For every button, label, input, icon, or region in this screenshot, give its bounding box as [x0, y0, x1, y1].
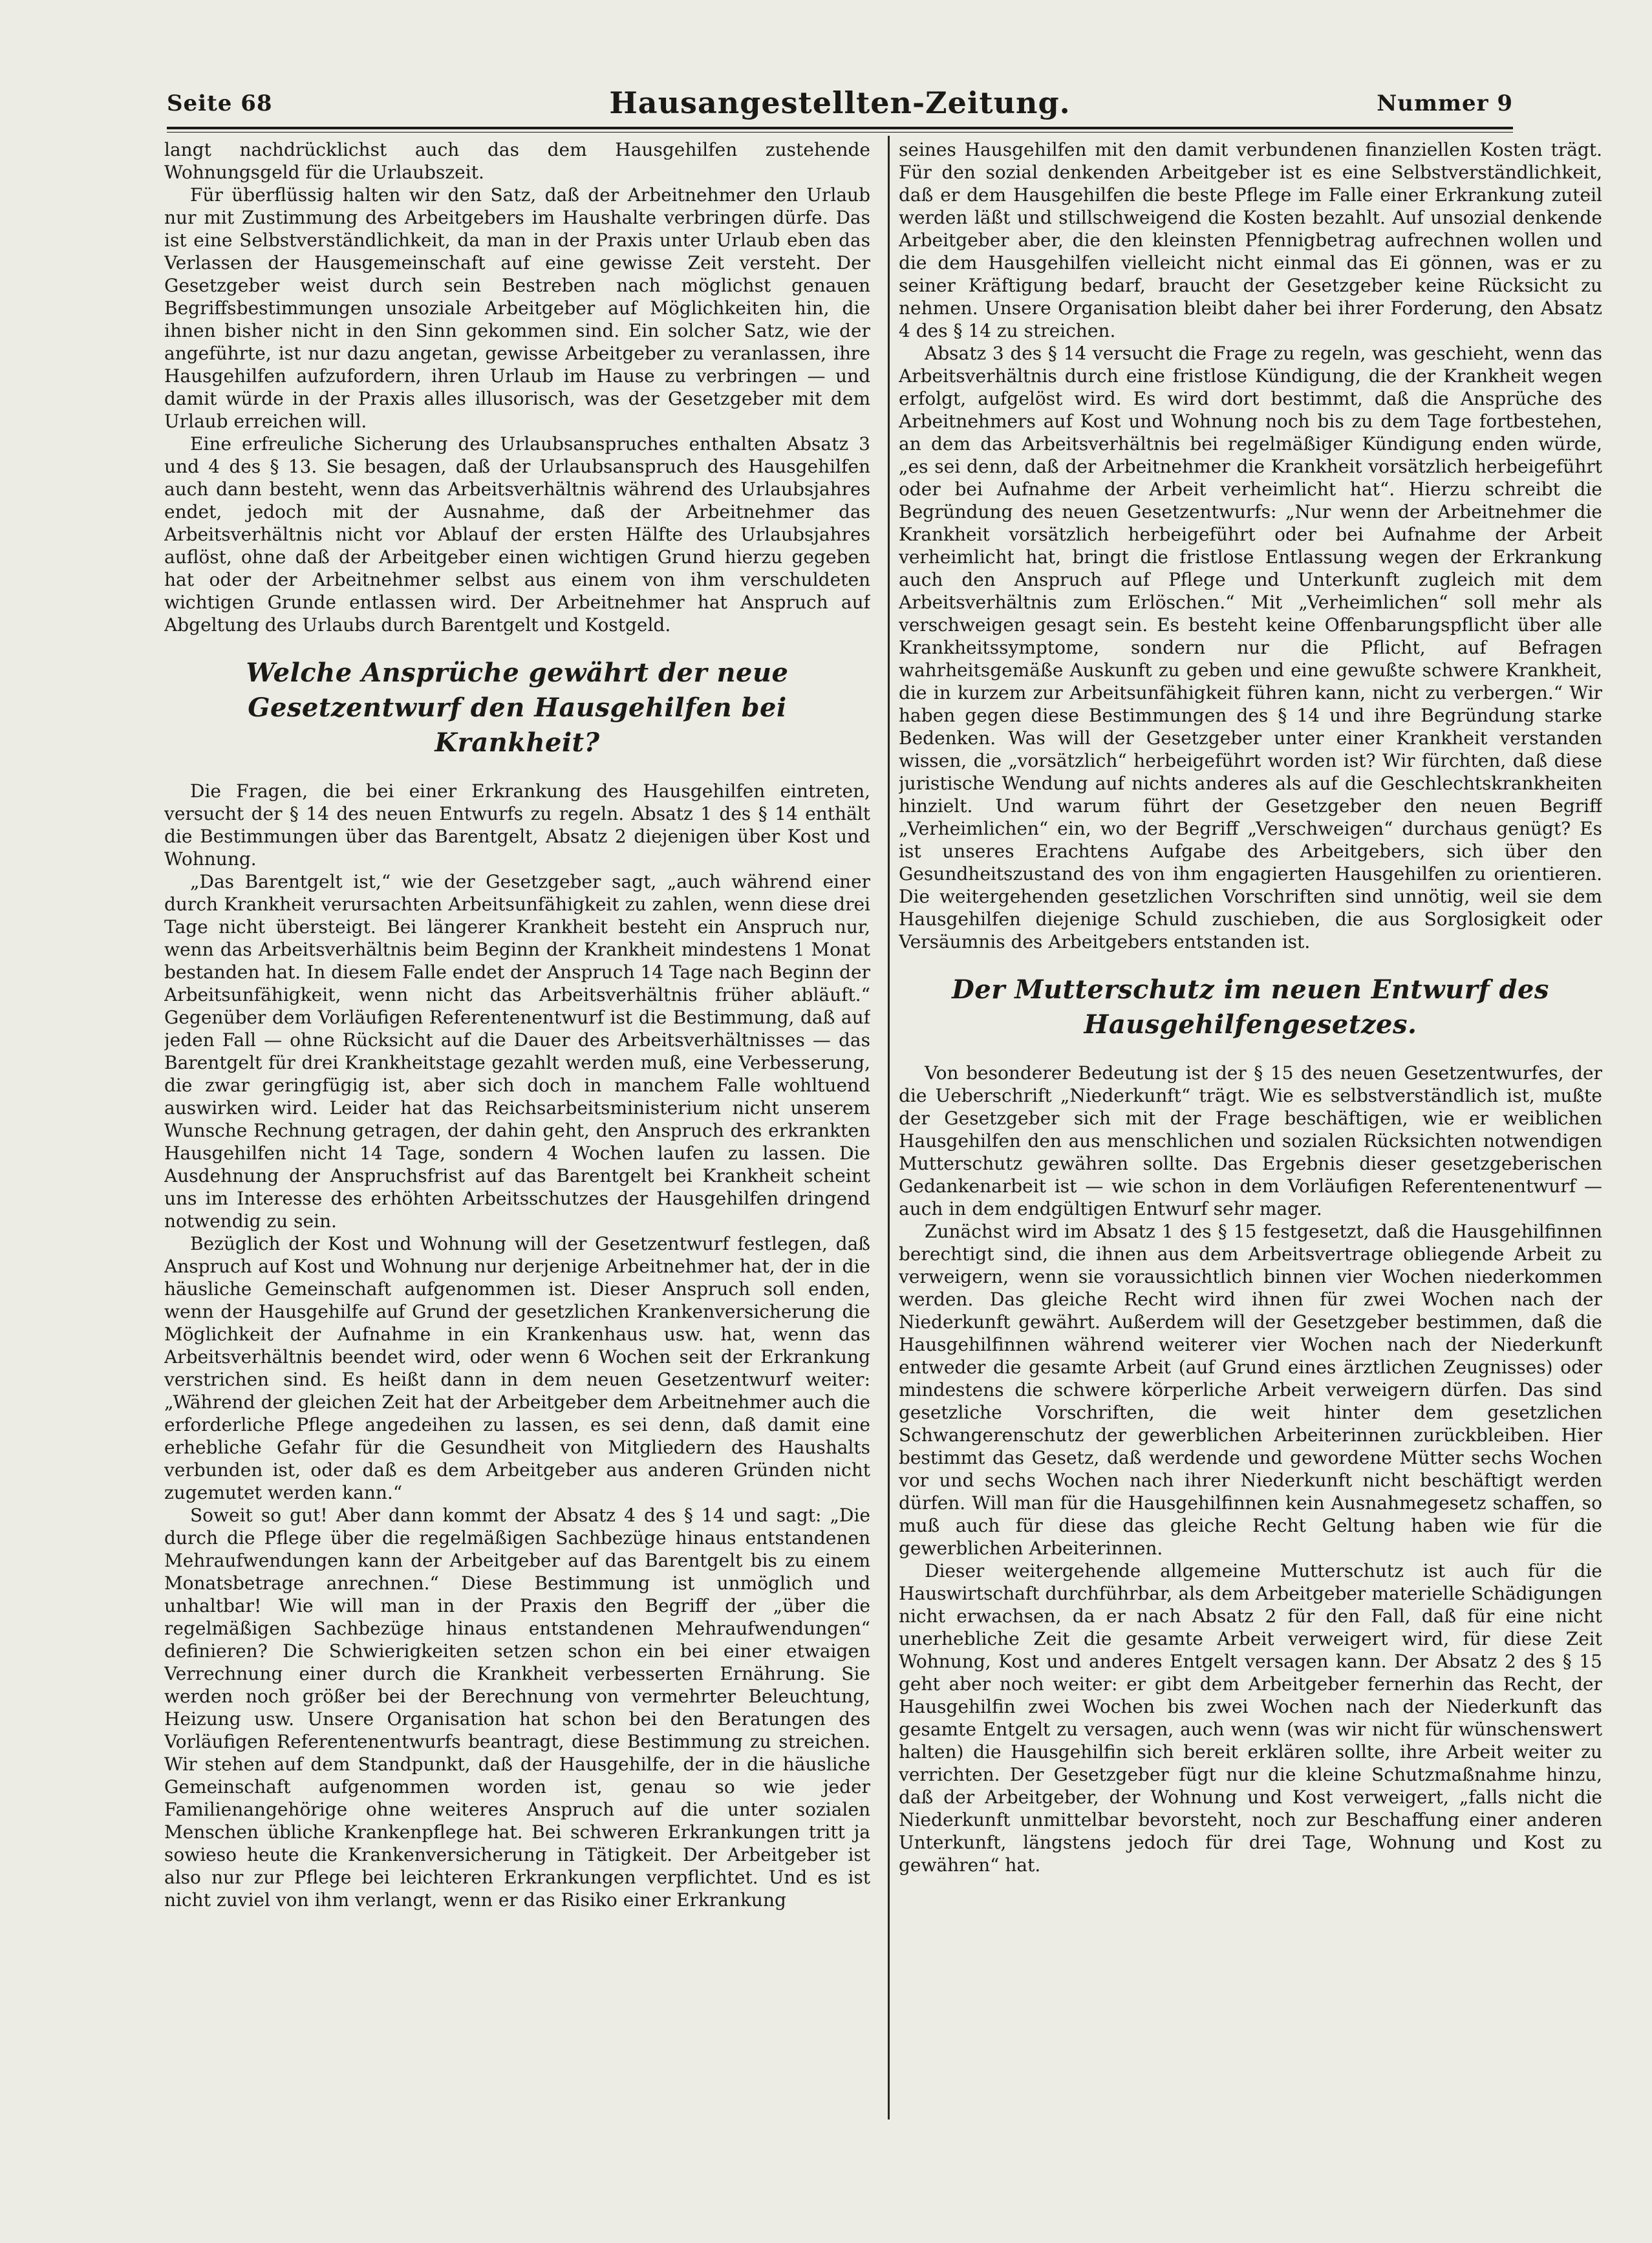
newspaper-title: Hausangestellten-Zeitung.: [609, 85, 1071, 120]
section-heading-maternity: Der Mutterschutz im neuen Entwurf des Hausgehilfengesetzes.: [952, 974, 1549, 1040]
paragraph: Eine erfreuliche Sicherung des Urlaubsanspruches enthalten Absatz 3 und 4 des § 13. Sie besagen, daß der Urlaubsanspruch des Hausgehilfen auch dann besteht, wenn das Arbeitsverhältnis während des Urlaubsjahres endet, jedoch mit der Ausnahme, daß der Arbeitnehmer das Arbeitsverhältnis nicht vor Ablauf der ersten Hälfte des Urlaubsjahres auflöst, ohne daß der Arbeitgeber einen wichtigen Grund hierzu gegeben hat oder der Arbeitnehmer selbst aus einem von ihm verschuldeten wichtigen Grunde entlassen wird. Der Arbeitnehmer hat Anspruch auf Abgeltung des Urlaubs durch Barentgelt und Kostgeld.: [164, 433, 870, 636]
column-divider: [888, 136, 890, 2120]
right-column: [899, 138, 1602, 2117]
paragraph: Die Fragen, die bei einer Erkrankung des Hausgehilfen eintreten, versucht der § 14 des neuen Entwurfs zu regeln. Absatz 1 des § 14 enthält die Bestimmungen über das Barentgelt, Absatz 2 diejenigen über Kost und Wohnung.: [164, 780, 870, 870]
left-column: [164, 138, 870, 2117]
paragraph: Dieser weitergehende allgemeine Mutterschutz ist auch für die Hauswirtschaft durchführbar, als dem Arbeitgeber materielle Schädigungen nicht erwachsen, da er nach Absatz 2 für den Fall, daß für eine nicht unerhebliche Zeit die gesamte Arbeit verweigert wird, für diese Zeit Wohnung, Kost und anderes Entgelt versagen kann. Der Absatz 2 des § 15 geht aber noch weiter: er gibt dem Arbeitgeber fernerhin das Recht, der Hausgehilfin zwei Wochen bis zwei Wochen nach der Niederkunft das gesamte Entgelt zu versagen, auch wenn (was wir nicht für wünschenswert halten) die Hausgehilfin sich bereit erklären sollte, ihre Arbeit weiter zu verrichten. Der Gesetzgeber fügt nur die kleine Schutzmaßnahme hinzu, daß der Arbeitgeber, der Wohnung und Kost verweigert, „falls nicht die Niederkunft unmittelbar bevorsteht, noch zur Beschaffung einer anderen Unterkunft, längstens jedoch für drei Tage, Wohnung und Kost zu gewähren“ hat.: [899, 1560, 1602, 1876]
paragraph: langt nachdrücklichst auch das dem Hausgehilfen zustehende Wohnungsgeld für die Urlaubszeit.: [164, 139, 870, 183]
paragraph: seines Hausgehilfen mit den damit verbundenen finanziellen Kosten trägt. Für den sozial denkenden Arbeitgeber ist es eine Selbstverständlichkeit, daß er dem Hausgehilfen die beste Pflege im Falle einer Erkrankung zuteil werden läßt und stillschweigend die Kosten bezahlt. Auf unsozial denkende Arbeitgeber aber, die den kleinsten Pfennigbetrag aufrechnen wollen und die dem Hausgehilfen vielleicht nicht einmal das Ei gönnen, was er zu seiner Kräftigung bedarf, braucht der Gesetzgeber keine Rücksicht zu nehmen. Unsere Organisation bleibt daher bei ihrer Forderung, den Absatz 4 des § 14 zu streichen.: [899, 139, 1602, 341]
paragraph: Für überflüssig halten wir den Satz, daß der Arbeitnehmer den Urlaub nur mit Zustimmung des Arbeitgebers im Haushalte verbringen dürfe. Das ist eine Selbstverständlichkeit, da man in der Praxis unter Urlaub eben das Verlassen der Hausgemeinschaft auf eine gewisse Zeit versteht. Der Gesetzgeber weist durch sein Bestreben nach möglichst genauen Begriffsbestimmungen unsoziale Arbeitgeber auf Möglichkeiten hin, die ihnen bisher nicht in den Sinn gekommen sind. Ein solcher Satz, wie der angeführte, ist nur dazu angetan, gewisse Arbeitgeber zu veranlassen, ihre Hausgehilfen aufzufordern, ihren Urlaub im Hause zu verbringen — und damit würde in der Praxis alles illusorisch, was der Gesetzgeber mit dem Urlaub erreichen will.: [164, 184, 870, 432]
header-rule-thin: [167, 132, 1513, 133]
paragraph: „Das Barentgelt ist,“ wie der Gesetzgeber sagt, „auch während einer durch Krankheit verursachten Arbeitsunfähigkeit zu zahlen, wenn diese drei Tage nicht übersteigt. Bei längerer Krankheit besteht ein Anspruch nur, wenn das Arbeitsverhältnis beim Beginn der Krankheit mindestens 1 Monat bestanden hat. In diesem Falle endet der Anspruch 14 Tage nach Beginn der Arbeitsunfähigkeit, wenn nicht das Arbeitsverhältnis früher abläuft.“ Gegenüber dem Vorläufigen Referentenentwurf ist die Bestimmung, daß auf jeden Fall — ohne Rücksicht auf die Dauer des Arbeitsverhältnisses — das Barentgelt für drei Krankheitstage gezahlt werden muß, eine Verbesserung, die zwar geringfügig ist, aber sich doch in manchem Falle wohltuend auswirken wird. Leider hat das Reichsarbeitsministerium nicht unserem Wunsche Rechnung getragen, der dahin geht, den Anspruch des erkrankten Hausgehilfen nicht 14 Tage, sondern 4 Wochen laufen zu lassen. Die Ausdehnung der Anspruchsfrist auf das Barentgelt bei Krankheit scheint uns im Interesse des erhöhten Arbeitsschutzes der Hausgehilfen dringend notwendig zu sein.: [164, 871, 870, 1232]
paragraph: Bezüglich der Kost und Wohnung will der Gesetzentwurf festlegen, daß Anspruch auf Kost und Wohnung nur derjenige Arbeitnehmer hat, der in die häusliche Gemeinschaft aufgenommen ist. Dieser Anspruch soll enden, wenn der Hausgehilfe auf Grund der gesetzlichen Krankenversicherung die Möglichkeit der Aufnahme in ein Krankenhaus usw. hat, wenn das Arbeitsverhältnis beendet wird, oder wenn 6 Wochen seit der Erkrankung verstrichen sind. Es heißt dann in dem neuen Gesetzentwurf weiter: „Während der gleichen Zeit hat der Arbeitgeber dem Arbeitnehmer auch die erforderliche Pflege angedeihen zu lassen, es sei denn, daß damit eine erhebliche Gefahr für die Gesundheit von Mitgliedern des Haushalts verbunden ist, oder daß es dem Arbeitgeber aus anderen Gründen nicht zugemutet werden kann.“: [164, 1233, 870, 1503]
paragraph: Soweit so gut! Aber dann kommt der Absatz 4 des § 14 und sagt: „Die durch die Pflege über die regelmäßigen Sachbezüge hinaus entstandenen Mehraufwendungen kann der Arbeitgeber auf das Barentgelt bis zu einem Monatsbetrage anrechnen.“ Diese Bestimmung ist unmöglich und unhaltbar! Wie will man in der Praxis den Begriff der „über die regelmäßigen Sachbezüge hinaus entstandenen Mehraufwendungen“ definieren? Die Schwierigkeiten setzen schon ein bei einer etwaigen Verrechnung einer durch die Krankheit verbesserten Ernährung. Sie werden noch größer bei der Berechnung von vermehrter Beleuchtung, Heizung usw. Unsere Organisation hat schon bei den Beratungen des Vorläufigen Referentenentwurfs beantragt, diese Bestimmung zu streichen. Wir stehen auf dem Standpunkt, daß der Hausgehilfe, der in die häusliche Gemeinschaft aufgenommen worden ist, genau so wie jeder Familienangehörige ohne weiteres Anspruch auf die unter sozialen Menschen übliche Krankenpflege hat. Bei schweren Erkrankungen tritt ja sowieso heute die Krankenversicherung in Tätigkeit. Der Arbeitgeber ist also nur zur Pflege bei leichteren Erkrankungen verpflichtet. Und es ist nicht zuviel von ihm verlangt, wenn er das Risiko einer Erkrankung: [164, 1505, 870, 1911]
paragraph: Zunächst wird im Absatz 1 des § 15 festgesetzt, daß die Hausgehilfinnen berechtigt sind, die ihnen aus dem Arbeitsvertrage obliegende Arbeit zu verweigern, wenn sie voraussichtlich binnen vier Wochen niederkommen werden. Das gleiche Recht wird ihnen für zwei Wochen nach der Niederkunft gewährt. Außerdem will der Gesetzgeber bestimmen, daß die Hausgehilfinnen während weiterer vier Wochen nach der Niederkunft entweder die gesamte Arbeit (auf Grund eines ärztlichen Zeugnisses) oder mindestens die schwere körperliche Arbeit verweigern dürfen. Das sind gesetzliche Vorschriften, die weit hinter dem gesetzlichen Schwangerenschutz der gewerblichen Arbeiterinnen zurückbleiben. Hier bestimmt das Gesetz, daß werdende und gewordene Mütter sechs Wochen vor und sechs Wochen nach ihrer Niederkunft nicht beschäftigt werden dürfen. Will man für die Hausgehilfinnen kein Ausnahmegesetz schaffen, so muß auch für diese das gleiche Recht Geltung haben wie für die gewerblichen Arbeiterinnen.: [899, 1221, 1602, 1559]
paragraph: Von besonderer Bedeutung ist der § 15 des neuen Gesetzentwurfes, der die Ueberschrift „Niederkunft“ trägt. Wie es selbstverständlich ist, mußte der Gesetzgeber sich mit der Frage beschäftigen, wie er weiblichen Hausgehilfen den aus menschlichen und sozialen Rücksichten notwendigen Mutterschutz gewähren sollte. Das Ergebnis dieser gesetzgeberischen Gedankenarbeit ist — wie schon in dem Vorläufigen Referentenentwurf — auch in dem endgültigen Entwurf sehr mager.: [899, 1062, 1602, 1219]
header-rule: [167, 127, 1513, 129]
section-heading-illness: Welche Ansprüche gewährt der neue Gesetzentwurf den Hausgehilfen bei Krankheit?: [246, 658, 789, 758]
paragraph: Absatz 3 des § 14 versucht die Frage zu regeln, was geschieht, wenn das Arbeitsverhältnis durch eine fristlose Kündigung, die der Krankheit wegen erfolgt, aufgelöst wird. Es wird dort bestimmt, daß die Ansprüche des Arbeitnehmers auf Kost und Wohnung noch bis zu dem Tage fortbestehen, an dem das Arbeitsverhältnis bei regelmäßiger Kündigung enden würde, „es sei denn, daß der Arbeitnehmer die Krankheit vorsätzlich herbeigeführt oder bei Aufnahme der Arbeit verheimlicht hat“. Hierzu schreibt die Begründung des neuen Gesetzentwurfs: „Nur wenn der Arbeitnehmer die Krankheit vorsätzlich herbeigeführt oder bei Aufnahme der Arbeit verheimlicht hat, bringt die fristlose Entlassung wegen der Erkrankung auch den Anspruch auf Pflege und Unterkunft zugleich mit dem Arbeitsverhältnis zum Erlöschen.“ Mit „Verheimlichen“ soll mehr als verschweigen gesagt sein. Es besteht keine Offenbarungspflicht über alle Krankheitssymptome, sondern nur die Pflicht, auf Befragen wahrheitsgemäße Auskunft zu geben und eine gewußte schwere Krankheit, die in kurzem zur Arbeitsunfähigkeit führen kann, nicht zu verbergen.“ Wir haben gegen diese Bestimmungen des § 14 und ihre Begründung starke Bedenken. Was will der Gesetzgeber unter einer Krankheit verstanden wissen, die „vorsätzlich“ herbeigeführt worden ist? Wir fürchten, daß diese juristische Wendung auf nichts anderes als auf die Geschlechtskrankheiten hinzielt. Und warum führt der Gesetzgeber den neuen Begriff „Verheimlichen“ ein, wo der Begriff „Verschweigen“ durchaus genügt? Es ist unseres Erachtens Aufgabe des Arbeitgebers, sich über den Gesundheitszustand des von ihm engagierten Hausgehilfen zu orientieren. Die weitergehenden gesetzlichen Vorschriften sind unnötig, weil sie dem Hausgehilfen diejenige Schuld zuschieben, die aus Sorglosigkeit oder Versäumnis des Arbeitgebers entstanden ist.: [899, 343, 1602, 952]
issue-number: Nummer 9: [1377, 91, 1513, 116]
page-header: [167, 85, 1513, 123]
page-number: Seite 68: [167, 91, 273, 116]
